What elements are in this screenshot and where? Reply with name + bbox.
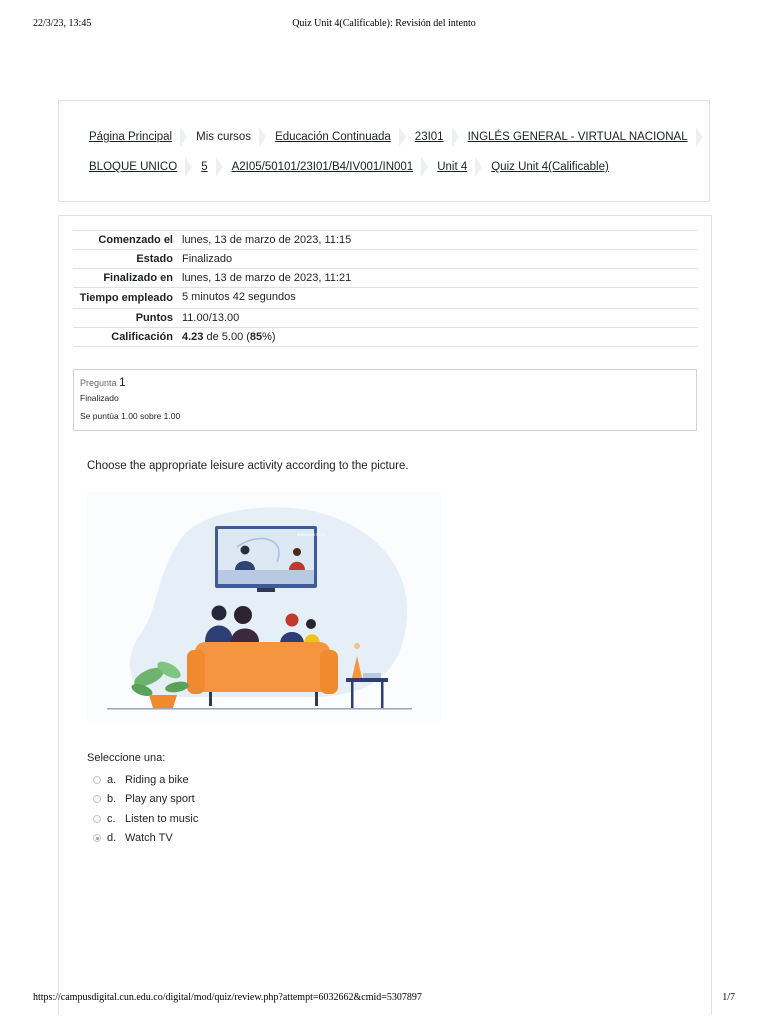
grade-label: Calificación	[73, 328, 178, 347]
grade-of: de 5.00 (	[206, 331, 250, 343]
breadcrumb-home-link[interactable]: Página Principal	[89, 131, 173, 143]
tv-news-text: BREAKING NEWS	[297, 533, 327, 537]
finished-value: lunes, 13 de marzo de 2023, 11:21	[178, 269, 698, 288]
plant-pot	[149, 695, 177, 708]
daughter-head	[286, 614, 299, 627]
question-label: Pregunta	[80, 378, 117, 388]
breadcrumb-separator	[180, 127, 187, 147]
state-label: Estado	[73, 250, 178, 269]
quiz-review-region	[58, 215, 712, 1015]
breadcrumb-continuing-education-link[interactable]: Educación Continuada	[275, 131, 391, 143]
table-row	[73, 250, 698, 269]
time-value: 5 minutos 42 segundos	[178, 288, 698, 309]
breadcrumb-unit-link[interactable]: Unit 4	[437, 161, 468, 173]
sofa-right-arm	[320, 650, 338, 694]
answer-radio-b[interactable]	[93, 795, 101, 803]
breadcrumb-period-link[interactable]: 23I01	[414, 131, 444, 143]
breadcrumb-row-1	[89, 127, 689, 147]
points-label: Puntos	[73, 309, 178, 328]
reporter-head	[293, 548, 301, 556]
breadcrumb-separator	[452, 127, 459, 147]
tv-desk	[218, 570, 314, 584]
grade-score: 4.23	[182, 331, 204, 343]
answer-text: Play any sport	[125, 793, 195, 806]
print-title: Quiz Unit 4(Calificable): Revisión del intento	[292, 18, 476, 29]
print-datetime: 22/3/23, 13:45	[33, 18, 92, 29]
answer-text: Watch TV	[125, 832, 173, 845]
breadcrumb-separator	[216, 157, 223, 177]
points-value: 11.00/13.00	[178, 309, 698, 328]
breadcrumb-separator	[259, 127, 266, 147]
answer-radio-d[interactable]	[93, 834, 101, 842]
breadcrumb-separator	[475, 157, 482, 177]
tv-stand	[257, 588, 275, 592]
finished-label: Finalizado en	[73, 269, 178, 288]
mother-head	[234, 606, 252, 624]
answer-option-b[interactable]	[93, 790, 198, 810]
answer-radio-a[interactable]	[93, 776, 101, 784]
family-watching-tv-illustration	[87, 492, 441, 721]
answer-option-d[interactable]	[93, 829, 198, 849]
side-table-leg	[381, 682, 384, 708]
table-row	[73, 269, 698, 288]
table-row	[73, 288, 698, 309]
breadcrumb-quiz-link[interactable]: Quiz Unit 4(Calificable)	[491, 161, 609, 173]
anchor-head	[241, 546, 250, 555]
attempt-summary-table	[73, 230, 698, 347]
grade-value	[178, 328, 698, 347]
question-number-line	[80, 375, 690, 389]
breadcrumb	[58, 100, 710, 202]
grade-end: %)	[262, 331, 276, 343]
answer-letter: a.	[107, 773, 117, 786]
breadcrumb-block-link[interactable]: BLOQUE UNICO	[89, 161, 178, 173]
breadcrumb-course-link[interactable]: INGLÉS GENERAL - VIRTUAL NACIONAL	[467, 131, 688, 143]
question-number: 1	[119, 375, 126, 389]
breadcrumb-separator	[421, 157, 428, 177]
breadcrumb-my-courses: Mis cursos	[196, 131, 252, 143]
breadcrumb-separator	[399, 127, 406, 147]
breadcrumb-separator	[696, 127, 703, 147]
answer-text: Riding a bike	[125, 773, 189, 786]
sofa-body	[195, 642, 330, 692]
print-page-number: 1/7	[722, 992, 735, 1003]
table-row	[73, 328, 698, 347]
floor-line	[107, 708, 412, 710]
father-head	[212, 606, 227, 621]
answer-option-c[interactable]	[93, 809, 198, 829]
time-label: Tiempo empleado	[73, 288, 178, 309]
answer-text: Listen to music	[125, 812, 199, 825]
answer-radio-c[interactable]	[93, 815, 101, 823]
breadcrumb-section-link[interactable]: 5	[201, 161, 208, 173]
answer-letter: d.	[107, 832, 117, 845]
question-info-box	[73, 369, 697, 431]
breadcrumb-row-2	[89, 157, 689, 177]
grade-percent: 85	[249, 331, 263, 343]
table-row	[73, 309, 698, 328]
print-url: https://campusdigital.cun.edu.co/digital/mod/quiz/review.php?attempt=6032662&cmid=5307897	[33, 992, 422, 1003]
answer-letter: c.	[107, 812, 116, 825]
table-row	[73, 231, 698, 250]
sofa-leg	[209, 692, 212, 706]
started-value: lunes, 13 de marzo de 2023, 11:15	[178, 231, 698, 250]
answer-letter: b.	[107, 793, 117, 806]
started-label: Comenzado el	[73, 231, 178, 250]
side-table-top	[346, 678, 388, 682]
question-grade: Se puntúa 1.00 sobre 1.00	[80, 411, 181, 421]
print-footer	[0, 992, 768, 1006]
answer-option-a[interactable]	[93, 770, 198, 790]
state-value: Finalizado	[178, 250, 698, 269]
print-header	[0, 18, 768, 32]
sofa-left-arm	[187, 650, 205, 694]
breadcrumb-group-link[interactable]: A2I05/50101/23I01/B4/IV001/IN001	[231, 161, 414, 173]
question-state: Finalizado	[80, 393, 119, 403]
answer-options	[93, 770, 198, 848]
side-table-leg	[351, 682, 354, 708]
books	[363, 673, 381, 678]
sofa-leg	[315, 692, 318, 706]
son-head	[306, 619, 316, 629]
breadcrumb-separator	[185, 157, 192, 177]
vase-flower	[354, 643, 360, 649]
select-prompt: Seleccione una:	[87, 752, 166, 764]
question-text: Choose the appropriate leisure activity according to the picture.	[87, 460, 409, 472]
